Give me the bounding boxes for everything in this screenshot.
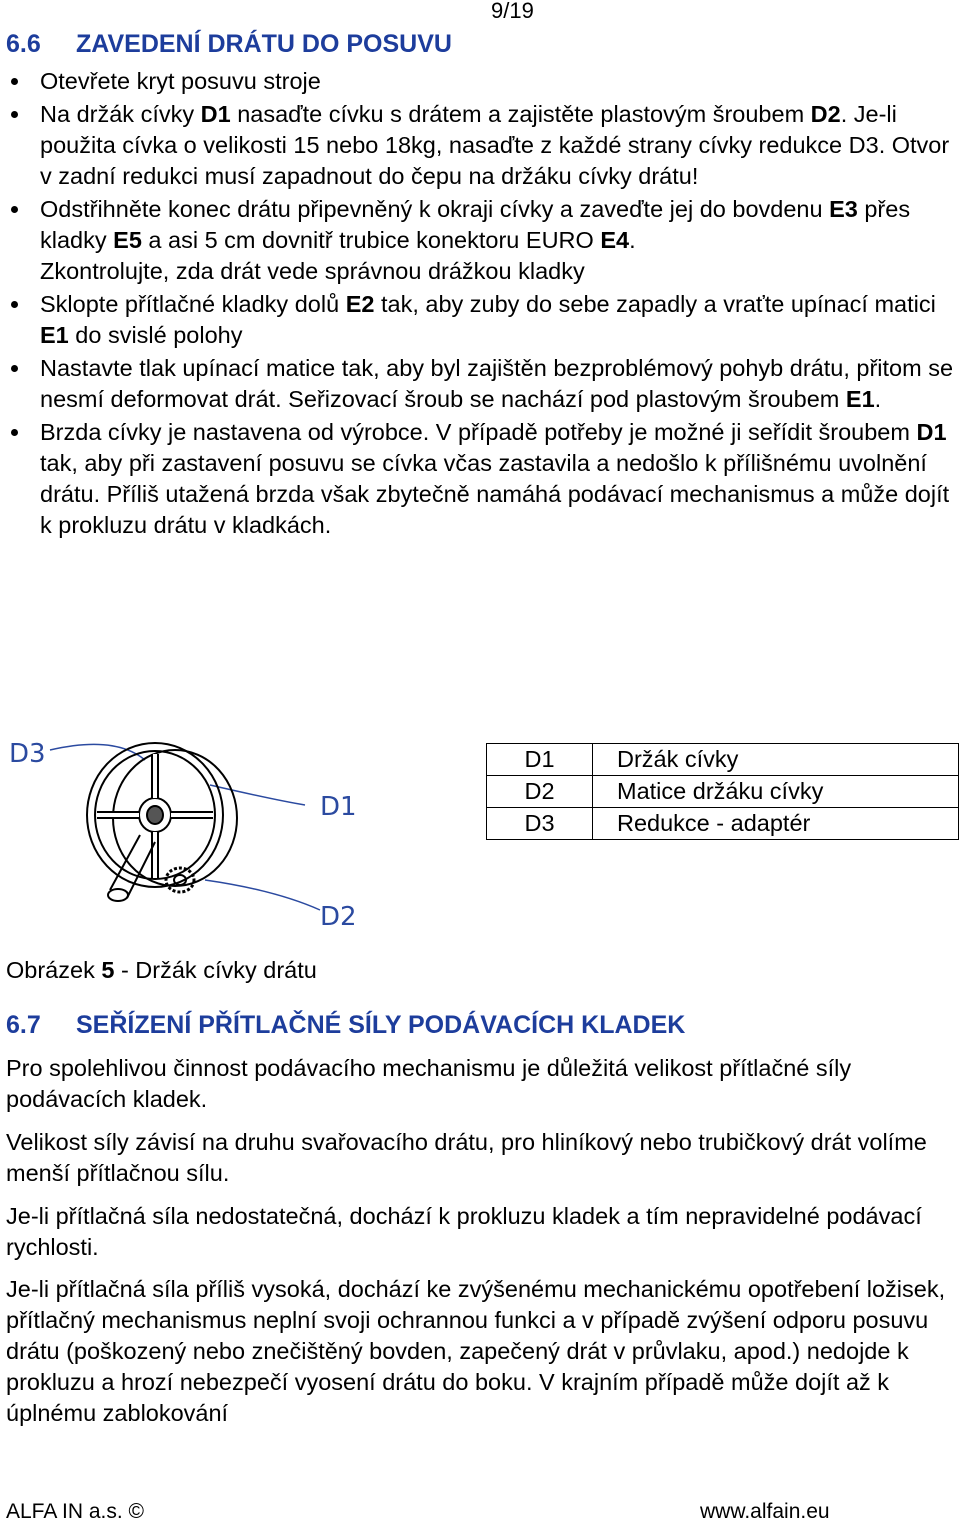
list-item bbox=[40, 99, 955, 192]
section-title: ZAVEDENÍ DRÁTU DO POSUVU bbox=[76, 30, 452, 58]
label-d2: D2 bbox=[320, 902, 357, 932]
figure-caption bbox=[6, 957, 317, 984]
label-d3: D3 bbox=[9, 739, 46, 769]
list-item-continuation: Zkontrolujte, zda drát vede správnou drážkou kladky bbox=[40, 258, 585, 284]
paragraph: Je-li přítlačná síla nedostatečná, dochází k prokluzu kladek a tím nepravidelné podávací rychlosti. bbox=[6, 1203, 922, 1260]
list-item-text: Otevřete kryt posuvu stroje bbox=[40, 68, 321, 94]
leader-line-d1 bbox=[210, 785, 305, 805]
list-item bbox=[40, 66, 955, 97]
table-row bbox=[487, 776, 959, 808]
legend-desc: Matice držáku cívky bbox=[593, 776, 959, 808]
text: tak, aby při zastavení posuvu se cívka včas zastavila a nedošlo k přílišnému uvolnění drátu. Příliš utažená brzda však zbytečně namáhá podávací mechanismus a může dojít k prokluzu drátu v kladkách. bbox=[40, 450, 950, 538]
instruction-list bbox=[40, 66, 955, 543]
ref-code: E3 bbox=[829, 196, 858, 222]
text: Sklopte přítlačné kladky dolů bbox=[40, 291, 346, 317]
legend-code: D1 bbox=[487, 744, 593, 776]
section-number: 6.6 bbox=[6, 30, 41, 58]
label-d1: D1 bbox=[320, 792, 357, 822]
section-title: SEŘÍZENÍ PŘÍTLAČNÉ SÍLY PODÁVACÍCH KLADEK bbox=[76, 1011, 686, 1039]
ref-code: D2 bbox=[810, 101, 841, 127]
leader-line-d2 bbox=[205, 880, 320, 910]
ref-code: E1 bbox=[845, 386, 875, 412]
section-heading-6-7 bbox=[6, 1011, 685, 1040]
table-row bbox=[487, 808, 959, 840]
text: Obrázek bbox=[6, 957, 102, 983]
ref-code: E4 bbox=[600, 227, 630, 253]
text: Na držák cívky bbox=[40, 101, 201, 127]
section-number: 6.7 bbox=[6, 1011, 41, 1039]
text: . Je-li použita cívka o velikosti 15 nebo 18kg, nasaďte z každé strany cívky redukce D3. Otvor v zadní redukci musí zapadnout do čepu na držáku cívky drátu! bbox=[40, 101, 950, 189]
footer-company: ALFA IN a.s. © bbox=[6, 1500, 145, 1523]
text: přes kladky bbox=[40, 196, 911, 253]
spool-holder-figure bbox=[5, 730, 375, 935]
text: a asi 5 cm dovnitř trubice konektoru EURO bbox=[141, 227, 601, 253]
text: Nastavte tlak upínací matice tak, aby byl zajištěn bezproblémový pohyb drátu, přitom se nesmí deformovat drát. Seřizovací šroub se nachází pod plastovým šroubem bbox=[40, 355, 954, 412]
footer-website: www.alfain.eu bbox=[700, 1500, 830, 1523]
text: Brzda cívky je nastavena od výrobce. V případě potřeby je možné ji seřídit šroubem bbox=[40, 419, 917, 445]
ref-code: E5 bbox=[113, 227, 142, 253]
list-item bbox=[40, 417, 955, 541]
paragraph: Velikost síly závisí na druhu svařovacího drátu, pro hliníkový nebo trubičkový drát volíme menší přítlačnou sílu. bbox=[6, 1129, 927, 1186]
ref-code: E1 bbox=[40, 322, 69, 348]
text: Odstřihněte konec drátu připevněný k okraji cívky a zaveďte jej do bovdenu bbox=[40, 196, 830, 222]
list-item bbox=[40, 194, 955, 256]
ref-code: E2 bbox=[345, 291, 375, 317]
paragraph: Pro spolehlivou činnost podávacího mechanismu je důležitá velikost přítlačné síly podávacích kladek. bbox=[6, 1055, 852, 1112]
legend-code: D3 bbox=[487, 808, 593, 840]
text: - Držák cívky drátu bbox=[114, 957, 317, 983]
ref-code: D1 bbox=[916, 419, 947, 445]
text: tak, aby zuby do sebe zapadly a vraťte upínací matici bbox=[374, 291, 936, 317]
legend-code: D2 bbox=[487, 776, 593, 808]
text: . bbox=[629, 227, 636, 253]
paragraph: Je-li přítlačná síla příliš vysoká, dochází ke zvýšenému mechanickému opotřebení ložisek, přítlačný mechanismus neplní svoji ochrannou funkci a v případě zvýšení odporu posuvu drátu (poškozený nebo znečištěný bovden, zapečený drát v průvlaku, apod.) nedojde k prokluzu a hrozí nebezpečí vyosení drátu do boku. V krajním případě může dojít až k úplnému zablokování bbox=[6, 1276, 946, 1426]
table-row bbox=[487, 744, 959, 776]
section-heading-6-6 bbox=[6, 30, 452, 59]
text: . bbox=[874, 386, 882, 412]
text: do svislé polohy bbox=[68, 322, 243, 348]
figure-number: 5 bbox=[101, 957, 115, 983]
text: nasaďte cívku s drátem a zajistěte plastovým šroubem bbox=[230, 101, 811, 127]
list-item bbox=[40, 353, 955, 415]
legend-desc: Držák cívky bbox=[593, 744, 959, 776]
list-item bbox=[40, 289, 955, 351]
ref-code: D1 bbox=[200, 101, 231, 127]
page-number: 9/19 bbox=[491, 0, 534, 23]
legend-table bbox=[486, 743, 959, 840]
legend-desc: Redukce - adaptér bbox=[593, 808, 959, 840]
